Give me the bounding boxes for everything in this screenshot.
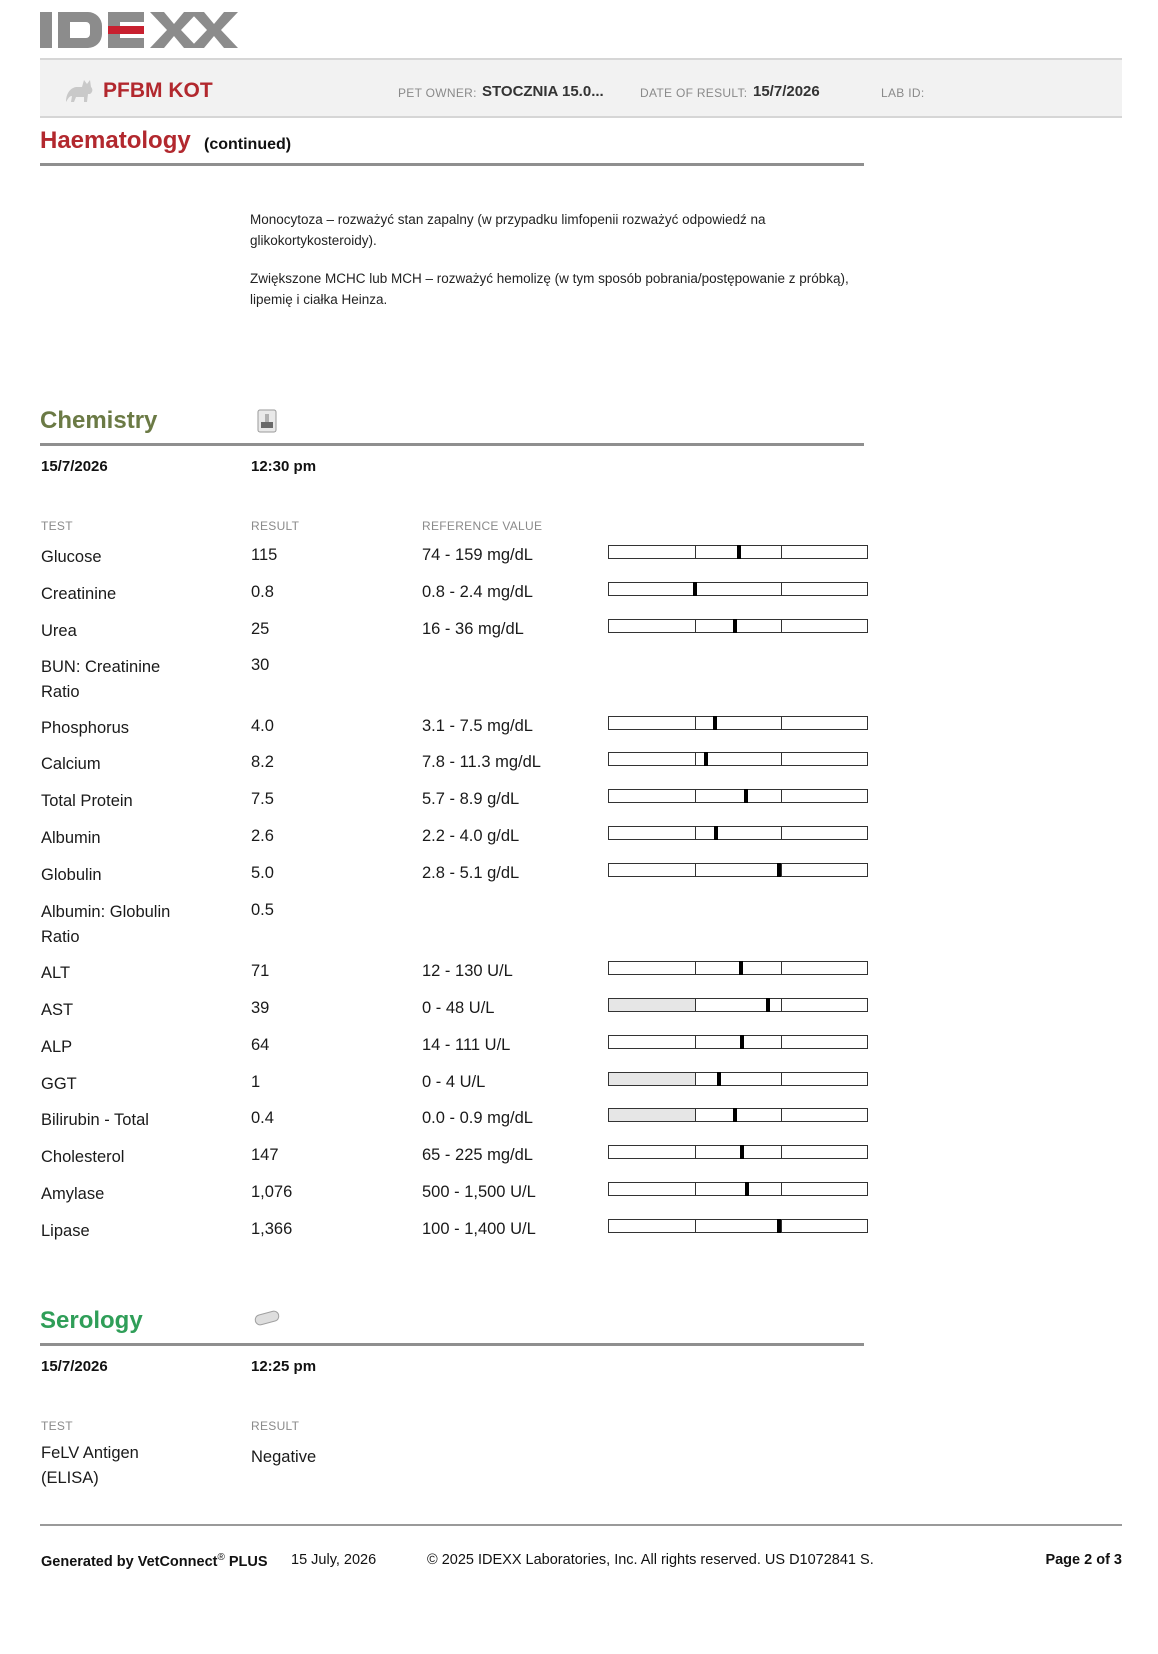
range-gauge	[608, 1145, 868, 1159]
chemistry-test-result: 1,076	[251, 1183, 293, 1201]
range-gauge-divider	[695, 1220, 696, 1232]
range-gauge	[608, 1035, 868, 1049]
chemistry-reference-range: 7.8 - 11.3 mg/dL	[422, 753, 541, 771]
chemistry-reference-range: 5.7 - 8.9 g/dL	[422, 790, 520, 808]
range-gauge-divider	[695, 864, 696, 876]
chemistry-test-result: 7.5	[251, 790, 274, 808]
chemistry-test-result: 64	[251, 1036, 270, 1054]
patient-name: PFBM KOT	[103, 79, 213, 102]
range-gauge	[608, 826, 868, 840]
range-gauge-divider	[695, 546, 696, 558]
serology-time: 12:25 pm	[251, 1358, 317, 1375]
chemistry-test-result: 5.0	[251, 864, 274, 882]
chemistry-test-result: 0.5	[251, 901, 274, 919]
range-gauge-marker	[739, 961, 743, 975]
date-of-result-label: DATE OF RESULT:	[640, 86, 748, 100]
range-gauge	[608, 961, 868, 975]
chemistry-test-result: 1,366	[251, 1220, 293, 1238]
chemistry-test-name: Albumin: Globulin Ratio	[41, 903, 171, 946]
range-gauge	[608, 1219, 868, 1233]
chemistry-test-name: Phosphorus	[41, 719, 130, 737]
haematology-note-1: Monocytoza – rozważyć stan zapalny (w przypadku limfopenii rozważyć odpowiedź na glikokortykosteroidy).	[250, 212, 766, 248]
range-gauge-marker	[740, 1035, 744, 1049]
chemistry-test-result: 147	[251, 1146, 279, 1164]
chemistry-reference-range: 100 - 1,400 U/L	[422, 1220, 536, 1238]
range-gauge-marker	[717, 1072, 721, 1086]
pet-owner-label: PET OWNER:	[398, 86, 477, 100]
range-gauge-low-zone	[609, 1109, 695, 1121]
range-gauge	[608, 1108, 868, 1122]
range-gauge-divider	[695, 790, 696, 802]
serology-col-result: RESULT	[251, 1419, 300, 1433]
range-gauge-marker	[740, 1145, 744, 1159]
range-gauge-divider	[781, 827, 782, 839]
range-gauge	[608, 863, 868, 877]
lab-id-label: LAB ID:	[881, 86, 925, 100]
range-gauge-divider	[781, 583, 782, 595]
chemistry-test-name: Amylase	[41, 1185, 105, 1203]
range-gauge	[608, 1072, 868, 1086]
range-gauge-divider	[695, 1183, 696, 1195]
range-gauge-marker	[745, 1182, 749, 1196]
range-gauge-divider	[781, 1073, 782, 1085]
footer-generated-suffix: PLUS	[224, 1553, 268, 1570]
chemistry-reference-range: 0 - 48 U/L	[422, 999, 495, 1017]
chemistry-col-result: RESULT	[251, 519, 300, 533]
chemistry-test-result: 25	[251, 620, 270, 638]
chemistry-test-result: 30	[251, 656, 270, 674]
chemistry-test-result: 0.8	[251, 583, 274, 601]
chemistry-test-name: ALP	[41, 1038, 73, 1056]
haematology-continued: (continued)	[204, 136, 292, 153]
chemistry-test-name: Glucose	[41, 548, 102, 566]
serology-test-name: FeLV Antigen (ELISA)	[41, 1444, 139, 1487]
chemistry-test-name: Lipase	[41, 1222, 90, 1240]
registered-mark: ®	[217, 1552, 225, 1563]
haematology-rule	[40, 163, 864, 166]
serology-test-result: Negative	[251, 1448, 317, 1466]
range-gauge-divider	[781, 790, 782, 802]
chemistry-test-result: 115	[251, 546, 278, 564]
chemistry-reference-range: 2.2 - 4.0 g/dL	[422, 827, 520, 845]
range-gauge-divider	[781, 1183, 782, 1195]
range-gauge	[608, 789, 868, 803]
footer-generated	[41, 1552, 268, 1570]
chemistry-test-name: Bilirubin - Total	[41, 1111, 149, 1129]
footer-page-number: Page 2 of 3	[1045, 1552, 1122, 1568]
range-gauge-divider	[695, 620, 696, 632]
range-gauge-low-zone	[609, 1073, 695, 1085]
chemistry-test-name: GGT	[41, 1075, 77, 1093]
range-gauge-marker	[737, 545, 741, 559]
range-gauge-marker	[744, 789, 748, 803]
range-gauge-divider	[695, 999, 696, 1011]
range-gauge-divider	[781, 620, 782, 632]
chemistry-test-result: 1	[251, 1073, 261, 1091]
range-gauge-divider	[781, 1109, 782, 1121]
chemistry-rule	[40, 443, 864, 446]
range-gauge	[608, 998, 868, 1012]
chemistry-test-result: 2.6	[251, 827, 274, 845]
haematology-note-2: Zwiększone MCHC lub MCH – rozważyć hemolizę (w tym sposób pobrania/postępowanie z próbką), lipemię i ciałka Heinza.	[250, 271, 849, 307]
chemistry-title: Chemistry	[40, 407, 158, 434]
range-gauge-divider	[695, 1109, 696, 1121]
range-gauge	[608, 752, 868, 766]
range-gauge-marker	[713, 716, 717, 730]
range-gauge	[608, 582, 868, 596]
serology-col-test: TEST	[41, 1419, 73, 1433]
range-gauge-divider	[781, 962, 782, 974]
range-gauge	[608, 545, 868, 559]
serology-date: 15/7/2026	[41, 1358, 108, 1375]
chemistry-test-name: Albumin	[41, 829, 101, 847]
chemistry-reference-range: 74 - 159 mg/dL	[422, 546, 533, 564]
chemistry-test-name: Urea	[41, 622, 77, 640]
range-gauge-divider	[781, 753, 782, 765]
serology-title: Serology	[40, 1307, 143, 1334]
chemistry-test-name: Total Protein	[41, 792, 133, 810]
chemistry-test-name: Cholesterol	[41, 1148, 125, 1166]
range-gauge-divider	[695, 1146, 696, 1158]
range-gauge-divider	[781, 546, 782, 558]
range-gauge	[608, 1182, 868, 1196]
chemistry-test-name: AST	[41, 1001, 74, 1019]
range-gauge-marker	[693, 582, 697, 596]
test-capsule-icon	[254, 1310, 280, 1326]
analyzer-icon	[257, 409, 277, 433]
chemistry-reference-range: 12 - 130 U/L	[422, 962, 513, 980]
haematology-title: Haematology	[40, 127, 191, 154]
chemistry-test-result: 4.0	[251, 717, 274, 735]
chemistry-reference-range: 0.0 - 0.9 mg/dL	[422, 1109, 533, 1127]
range-gauge-divider	[781, 1036, 782, 1048]
chemistry-test-result: 0.4	[251, 1109, 274, 1127]
chemistry-test-result: 39	[251, 999, 270, 1017]
chemistry-time: 12:30 pm	[251, 458, 317, 475]
range-gauge-divider	[781, 1146, 782, 1158]
chemistry-test-result: 71	[251, 962, 270, 980]
chemistry-reference-range: 2.8 - 5.1 g/dL	[422, 864, 520, 882]
chemistry-reference-range: 65 - 225 mg/dL	[422, 1146, 533, 1164]
chemistry-reference-range: 0 - 4 U/L	[422, 1073, 486, 1091]
idexx-logo	[40, 10, 240, 54]
range-gauge-marker	[766, 998, 770, 1012]
chemistry-reference-range: 3.1 - 7.5 mg/dL	[422, 717, 533, 735]
range-gauge-divider	[695, 1036, 696, 1048]
chemistry-test-result: 8.2	[251, 753, 274, 771]
footer-rule	[40, 1524, 1122, 1526]
footer-copyright: © 2025 IDEXX Laboratories, Inc. All rights reserved. US D1072841 S.	[427, 1552, 874, 1568]
range-gauge-marker	[777, 863, 781, 877]
range-gauge	[608, 716, 868, 730]
chemistry-reference-range: 500 - 1,500 U/L	[422, 1183, 536, 1201]
serology-rule	[40, 1343, 864, 1346]
chemistry-reference-range: 16 - 36 mg/dL	[422, 620, 524, 638]
range-gauge-divider	[695, 827, 696, 839]
range-gauge-marker	[777, 1219, 781, 1233]
cat-icon	[62, 76, 96, 104]
chemistry-reference-range: 14 - 111 U/L	[422, 1036, 511, 1054]
date-of-result-value: 15/7/2026	[753, 83, 820, 100]
chemistry-test-name: ALT	[41, 964, 71, 982]
range-gauge-divider	[695, 717, 696, 729]
range-gauge-divider	[781, 999, 782, 1011]
range-gauge-marker	[733, 1108, 737, 1122]
pet-owner-value: STOCZNIA 15.0...	[482, 83, 604, 100]
chemistry-reference-range: 0.8 - 2.4 mg/dL	[422, 583, 533, 601]
chemistry-col-test: TEST	[41, 519, 73, 533]
range-gauge-marker	[714, 826, 718, 840]
chemistry-test-name: Creatinine	[41, 585, 117, 603]
range-gauge	[608, 619, 868, 633]
chemistry-date: 15/7/2026	[41, 458, 108, 475]
chemistry-test-name: Calcium	[41, 755, 101, 773]
range-gauge-divider	[695, 753, 696, 765]
range-gauge-divider	[695, 962, 696, 974]
chemistry-col-reference: REFERENCE VALUE	[422, 519, 543, 533]
chemistry-test-name: Globulin	[41, 866, 102, 884]
footer-generated-prefix: Generated by VetConnect	[41, 1553, 218, 1570]
range-gauge-marker	[733, 619, 737, 633]
range-gauge-low-zone	[609, 999, 695, 1011]
range-gauge-divider	[695, 1073, 696, 1085]
range-gauge-divider	[781, 717, 782, 729]
footer-generated-date: 15 July, 2026	[291, 1552, 377, 1568]
range-gauge-marker	[704, 752, 708, 766]
chemistry-test-name: BUN: Creatinine Ratio	[41, 658, 161, 701]
